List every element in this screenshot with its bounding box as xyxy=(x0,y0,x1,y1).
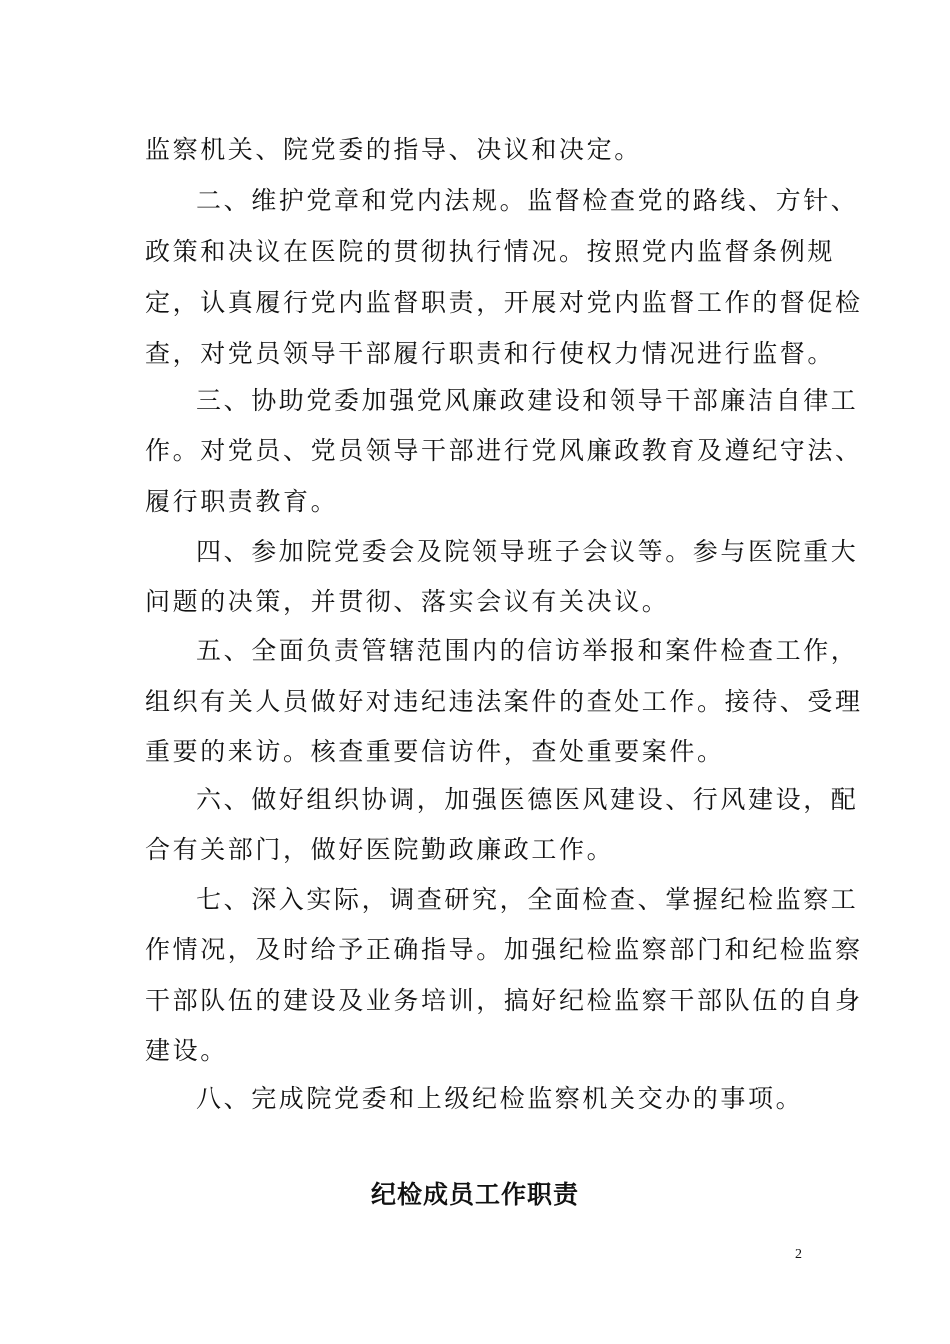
text-line: 监察机关、院党委的指导、决议和决定。 xyxy=(145,135,642,164)
text-line: 二、维护党章和党内法规。监督检查党的路线、方针、 xyxy=(196,186,859,215)
text-line: 查，对党员领导干部履行职责和行使权力情况进行监督。 xyxy=(145,339,836,368)
text-line: 定，认真履行党内监督职责，开展对党内监督工作的督促检 xyxy=(145,288,863,317)
text-line: 五、全面负责管辖范围内的信访举报和案件检查工作， xyxy=(196,636,859,665)
text-line: 八、完成院党委和上级纪检监察机关交办的事项。 xyxy=(196,1084,804,1113)
text-line: 七、深入实际，调查研究，全面检查、掌握纪检监察工 xyxy=(196,885,859,914)
text-line: 履行职责教育。 xyxy=(145,487,339,516)
text-line: 问题的决策，并贯彻、落实会议有关决议。 xyxy=(145,587,670,616)
text-line: 干部队伍的建设及业务培训，搞好纪检监察干部队伍的自身 xyxy=(145,986,863,1015)
text-line: 作情况，及时给予正确指导。加强纪检监察部门和纪检监察 xyxy=(145,935,863,964)
text-line: 四、参加院党委会及院领导班子会议等。参与医院重大 xyxy=(196,537,859,566)
text-line: 政策和决议在医院的贯彻执行情况。按照党内监督条例规 xyxy=(145,237,836,266)
text-line: 作。对党员、党员领导干部进行党风廉政教育及遵纪守法、 xyxy=(145,436,863,465)
text-line: 三、协助党委加强党风廉政建设和领导干部廉洁自律工 xyxy=(196,386,859,415)
text-line: 重要的来访。核查重要信访件，查处重要案件。 xyxy=(145,737,725,766)
text-line: 合有关部门，做好医院勤政廉政工作。 xyxy=(145,835,615,864)
text-line: 六、做好组织协调，加强医德医风建设、行风建设，配 xyxy=(196,785,859,814)
page-number: 2 xyxy=(795,1247,802,1262)
text-line: 组织有关人员做好对违纪违法案件的查处工作。接待、受理 xyxy=(145,687,863,716)
text-line: 建设。 xyxy=(145,1036,228,1065)
section-heading: 纪检成员工作职责 xyxy=(370,1180,579,1209)
